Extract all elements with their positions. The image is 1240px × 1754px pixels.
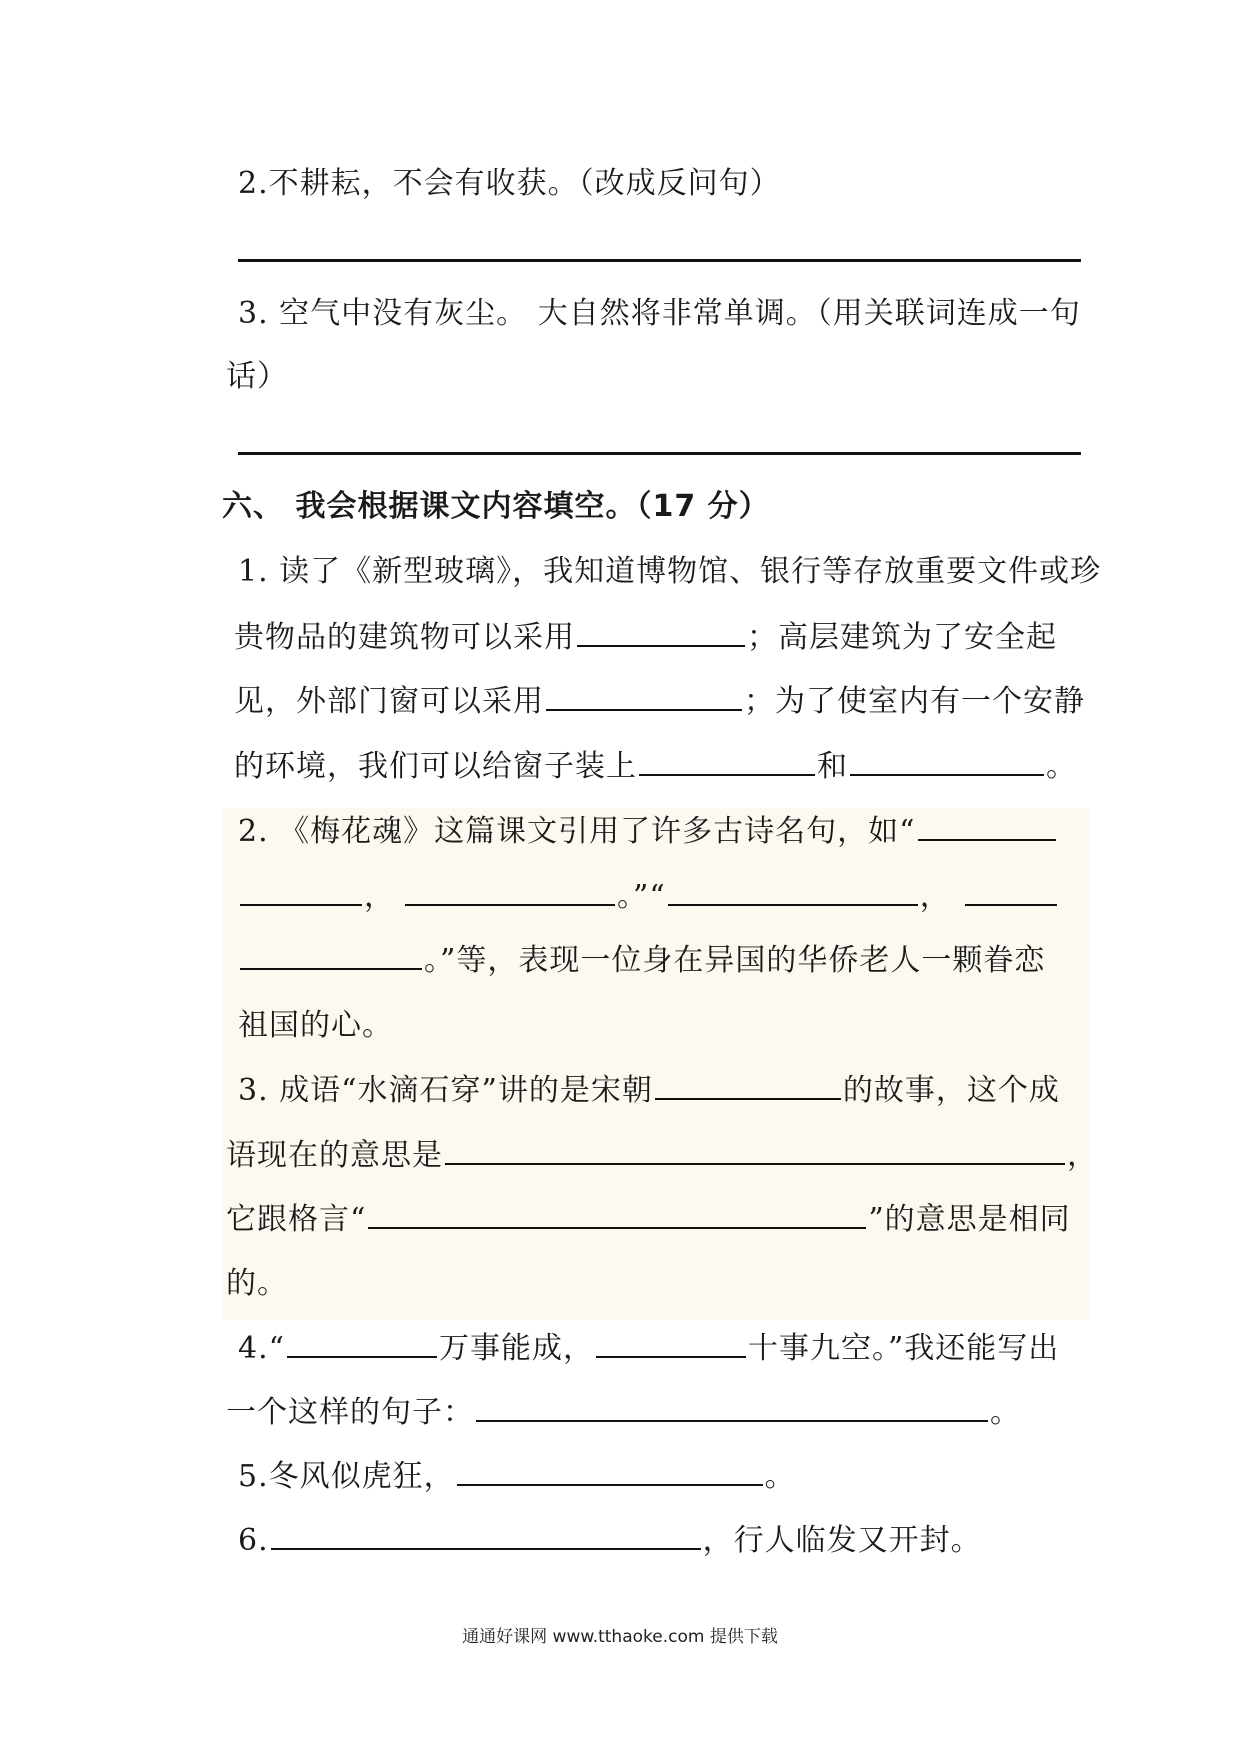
answer-line-s5-q3[interactable] xyxy=(238,452,1081,455)
s6-q1-text-a: 贵物品的建筑物可以采用 xyxy=(234,620,575,655)
s6-q6-text-a: 6. xyxy=(238,1523,269,1558)
s5-q2: 2.不耕耘，不会有收获。（改成反问句） xyxy=(238,166,781,201)
blank-winter-wind[interactable] xyxy=(457,1456,763,1486)
s6-q1-text-f: 和 xyxy=(817,749,848,784)
blank-poem-4[interactable] xyxy=(668,876,918,906)
s6-q1-text-b: ；高层建筑为了安全起 xyxy=(747,620,1057,655)
s6-q2-line1 xyxy=(238,811,1058,851)
s6-q2-text-c: 。”“ xyxy=(617,879,666,914)
s6-q2-text-e: 。”等，表现一位身在异国的华侨老人一颗眷恋 xyxy=(424,943,1046,978)
blank-similar-sentence[interactable] xyxy=(476,1392,988,1422)
blank-poem-line[interactable] xyxy=(271,1520,701,1550)
s6-q1-line2 xyxy=(234,617,1057,657)
s6-q2-text-b: ， xyxy=(364,879,395,914)
blank-maxim[interactable] xyxy=(368,1199,866,1229)
s6-q3-text-e: 它跟格言“ xyxy=(226,1202,367,1237)
blank-glass-2[interactable] xyxy=(546,681,742,711)
s6-q5-text-a: 5.冬风似虎狂， xyxy=(238,1459,455,1494)
blank-proverb-2[interactable] xyxy=(596,1328,746,1358)
blank-idiom-meaning[interactable] xyxy=(445,1135,1065,1165)
s6-q4-text-e: 。 xyxy=(990,1395,1021,1430)
s6-q1-line4 xyxy=(234,746,1077,786)
s6-q4-text-d: 一个这样的句子： xyxy=(226,1395,474,1430)
blank-glass-3[interactable] xyxy=(639,746,815,776)
blank-poem-3[interactable] xyxy=(405,876,615,906)
blank-poem-6[interactable] xyxy=(240,940,422,970)
blank-glass-1[interactable] xyxy=(577,617,745,647)
answer-line-s5-q2[interactable] xyxy=(238,259,1081,262)
s6-q3-line2 xyxy=(226,1135,1098,1175)
s6-q3-text-b: 的故事，这个成 xyxy=(842,1073,1060,1108)
s6-q6-text-b: ，行人临发又开封。 xyxy=(702,1523,982,1558)
s6-q2-text-a: 2. 《梅花魂》这篇课文引用了许多古诗名句，如“ xyxy=(238,814,916,849)
s6-q1-line1: 1. 读了《新型玻璃》，我知道博物馆、银行等存放重要文件或珍 xyxy=(238,554,1102,589)
s6-q3-line4: 的。 xyxy=(226,1266,288,1301)
section-6-heading: 六、 我会根据课文内容填空。（17 分） xyxy=(222,489,770,524)
s6-q2-text-d: ， xyxy=(919,879,951,914)
s6-q3-text-a: 3. 成语“水滴石穿”讲的是宋朝 xyxy=(238,1073,653,1108)
s6-q3-text-f: ”的意思是相同 xyxy=(868,1202,1071,1237)
s6-q4-text-b: 万事能成， xyxy=(438,1331,594,1366)
footer-credit: 通通好课网 www.tthaoke.com 提供下载 xyxy=(462,1627,778,1647)
blank-poem-1[interactable] xyxy=(918,811,1056,841)
blank-proverb-1[interactable] xyxy=(287,1328,437,1358)
s6-q3-text-c: 语现在的意思是 xyxy=(226,1138,443,1173)
s6-q3-line1 xyxy=(238,1070,1060,1110)
s6-q4-line1 xyxy=(238,1328,1059,1368)
s6-q1-text-d: ；为了使室内有一个安静 xyxy=(744,684,1085,719)
s6-q2-line3 xyxy=(238,940,1045,980)
s6-q1-line3 xyxy=(234,681,1085,721)
blank-poem-2[interactable] xyxy=(240,876,362,906)
s6-q3-text-d: ， xyxy=(1067,1138,1098,1173)
s5-q3-line1: 3. 空气中没有灰尘。 大自然将非常单调。（用关联词连成一句 xyxy=(238,296,1081,331)
s6-q1-text-c: 见，外部门窗可以采用 xyxy=(234,684,544,719)
blank-idiom-story[interactable] xyxy=(655,1070,841,1100)
s5-q3-line2: 话） xyxy=(226,359,288,394)
s6-q4-line2 xyxy=(226,1392,1021,1432)
s6-q2-line4: 祖国的心。 xyxy=(238,1008,393,1043)
blank-poem-5[interactable] xyxy=(965,876,1057,906)
s6-q1-text-e: 的环境，我们可以给窗子装上 xyxy=(234,749,637,784)
s6-q1-text-g: 。 xyxy=(1046,749,1077,784)
s6-q5-text-b: 。 xyxy=(764,1459,796,1494)
s6-q4-text-c: 十事九空。”我还能写出 xyxy=(747,1331,1060,1366)
s6-q5-line xyxy=(238,1456,796,1496)
s6-q6-line xyxy=(238,1520,982,1560)
blank-glass-4[interactable] xyxy=(850,746,1044,776)
s6-q2-line2 xyxy=(238,876,1059,916)
s6-q3-line3 xyxy=(226,1199,1071,1239)
s6-q4-text-a: 4.“ xyxy=(238,1331,285,1366)
